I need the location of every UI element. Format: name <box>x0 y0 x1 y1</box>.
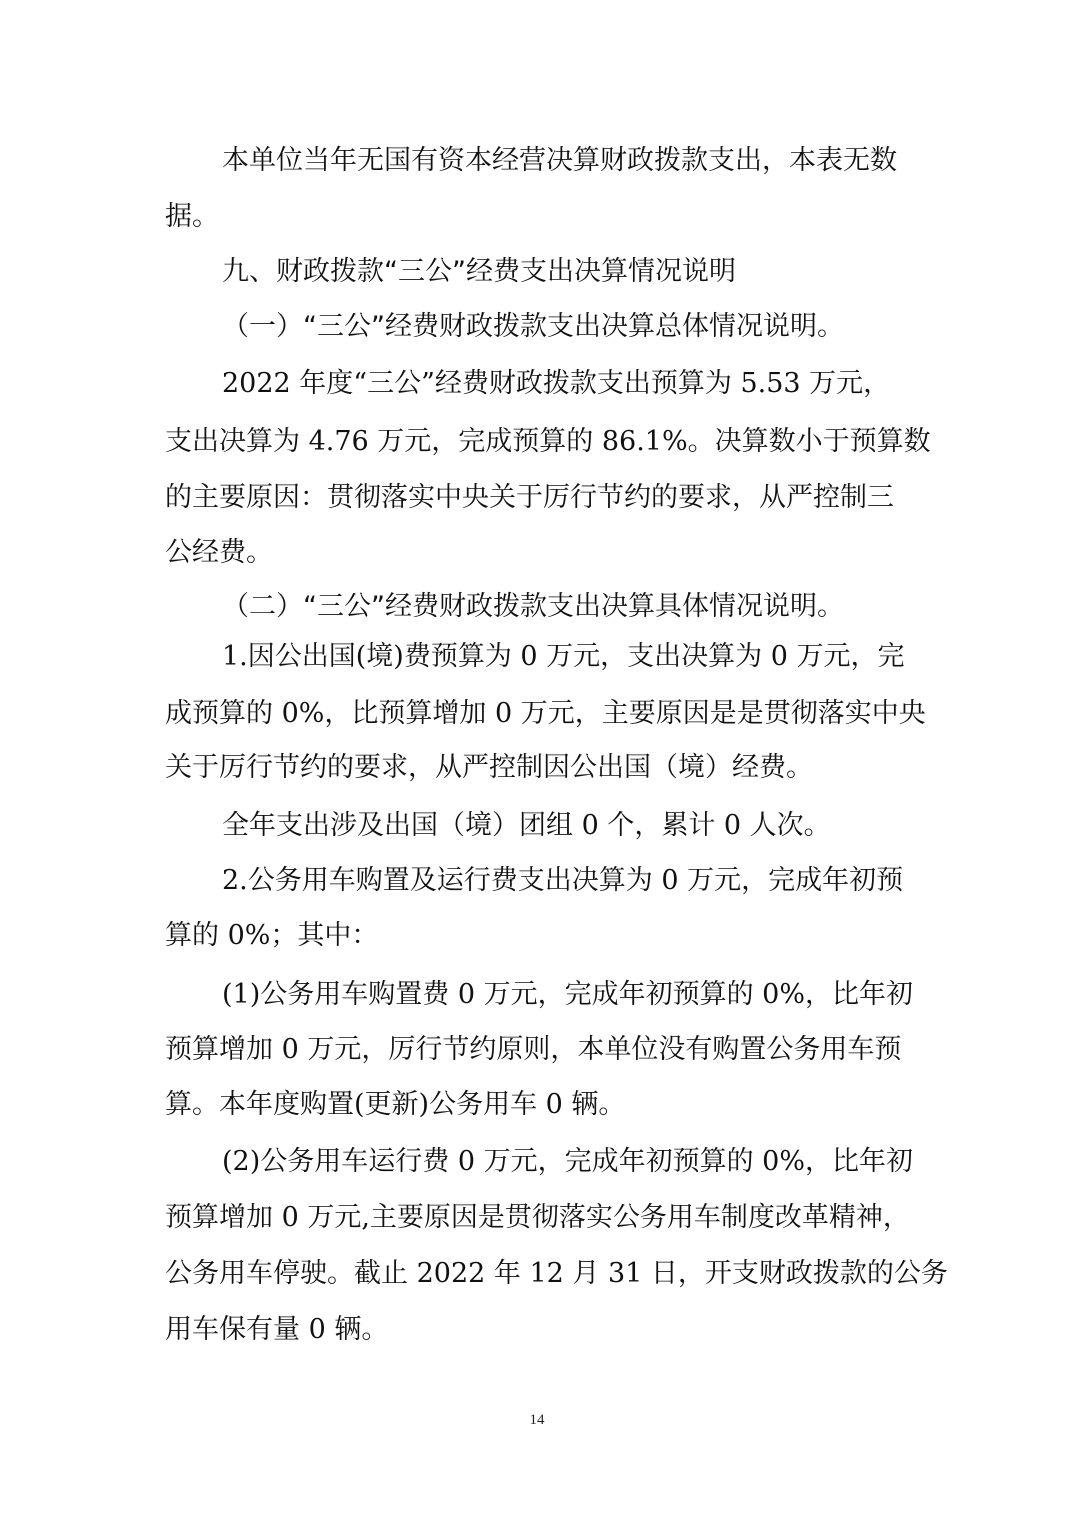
paragraph-line <box>0 1252 1074 1296</box>
paragraph-line <box>0 635 1074 679</box>
subsection-heading <box>0 585 1074 629</box>
line-text: 1.因公出国(境)费预算为 0 万元，支出决算为 0 万元，完 <box>222 641 905 672</box>
heading-text: （一）“三公”经费财政拨款支出决算总体情况说明。 <box>222 311 844 342</box>
line-text: 算。本年度购置(更新)公务用车 0 辆。 <box>165 1089 626 1120</box>
paragraph-line <box>0 1196 1074 1240</box>
paragraph-line <box>0 973 1074 1017</box>
line-text: (2)公务用车运行费 0 万元，完成年初预算的 0%，比年初 <box>222 1146 914 1177</box>
section-heading <box>0 250 1074 294</box>
line-text: 全年支出涉及出国（境）团组 0 个，累计 0 人次。 <box>222 810 831 841</box>
line-text: 用车保有量 0 辆。 <box>165 1314 389 1345</box>
paragraph-line <box>0 139 1074 183</box>
paragraph-line <box>0 914 1074 958</box>
paragraph-line <box>0 746 1074 790</box>
paragraph-line <box>0 692 1074 736</box>
line-text: 算的 0%；其中： <box>165 920 379 951</box>
paragraph-line <box>0 1028 1074 1072</box>
paragraph-line <box>0 1140 1074 1184</box>
paragraph-line <box>0 420 1074 464</box>
line-text: 2.公务用车购置及运行费支出决算为 0 万元，完成年初预 <box>222 865 904 896</box>
subsection-heading <box>0 305 1074 349</box>
paragraph-line <box>0 362 1074 406</box>
paragraph-line <box>0 531 1074 575</box>
line-text: 公经费。 <box>165 537 273 568</box>
line-text: 成预算的 0%，比预算增加 0 万元，主要原因是是贯彻落实中央 <box>165 698 926 729</box>
line-text: 据。 <box>165 201 219 232</box>
line-text: 预算增加 0 万元，厉行节约原则，本单位没有购置公务用车预 <box>165 1034 902 1065</box>
heading-text: 九、财政拨款“三公”经费支出决算情况说明 <box>222 256 736 287</box>
paragraph-line <box>0 476 1074 520</box>
line-text: 支出决算为 4.76 万元，完成预算的 86.1%。决算数小于预算数 <box>165 426 931 457</box>
page-number: 14 <box>529 1412 545 1428</box>
line-text: 的主要原因：贯彻落实中央关于厉行节约的要求，从严控制三 <box>165 482 894 513</box>
line-text: (1)公务用车购置费 0 万元，完成年初预算的 0%，比年初 <box>222 979 914 1010</box>
paragraph-line <box>0 804 1074 848</box>
line-text: 本单位当年无国有资本经营决算财政拨款支出，本表无数 <box>222 145 897 176</box>
paragraph-line <box>0 1308 1074 1352</box>
paragraph-line <box>0 1083 1074 1127</box>
line-text: 公务用车停驶。截止 2022 年 12 月 31 日，开支财政拨款的公务 <box>165 1258 948 1289</box>
line-text: 2022 年度“三公”经费财政拨款支出预算为 5.53 万元， <box>222 368 891 399</box>
paragraph-line <box>0 195 1074 239</box>
line-text: 预算增加 0 万元,主要原因是贯彻落实公务用车制度改革精神， <box>165 1202 910 1233</box>
heading-text: （二）“三公”经费财政拨款支出决算具体情况说明。 <box>222 591 844 622</box>
paragraph-line <box>0 859 1074 903</box>
line-text: 关于厉行节约的要求，从严控制因公出国（境）经费。 <box>165 752 813 783</box>
